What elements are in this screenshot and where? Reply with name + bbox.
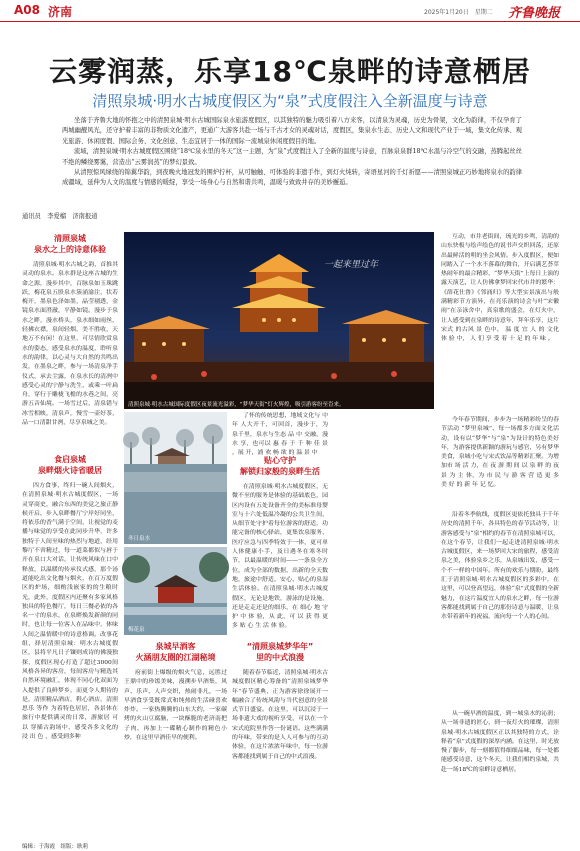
winter-lake-illustration [124,412,227,544]
section-6-heading [232,641,328,663]
lead-paragraph-2: 流域，清照泉城·明水古城度假区围绕“18℃泉水里的冬天”这一主题，为“泉”式度假注入了全新的温度与诗意，百脉泉泉群18℃水温与冷空气的交融，蒸腾起丝丝不绝的鳞绕雾霭，营造出“云雾润蒸”的梦幻景致。 [62,148,522,166]
section-5-body: 在清照泉城·明水古城度假区，无微不至的服务是体验的基础底色，园区内设有五处设备齐全的美标准母婴室与十六处低温冷凝的公共卫生间，从细节处守护着每位游客的舒适，功能完备的核心驿站，更集饮泉服务、医疗应急与四季特效于一体，更可单人体健康小手，及日遇冬在寒冬时节，以最温暖的时间——一条泉全方位，成为全部的数据，出新的全天数地，旅途中舒适，安心、贴心的泉湿生活体验。在清照泉城·明水古城度假区，无论是地铁，游泳的是设施，还是走走还是的细乐，在 细心 地 守 护 中 体 验，从 此，可 以 获 得 更 多 贴 心 生 活 体 验。 [232,484,328,630]
page-header [0,0,580,22]
section-8-body: 今年春节期间，步步为一场精彩纷呈的春节活动 “梦里泉城”、每一场都多方面文化活动，设有以“梦华”与“泉”为设计的特色美好年，为游客提供新颖的游玩与感官，另有梦华美食，泉城小吃与宋式饮品等精彩汇聚。为增加市 场 活 力，在 夜 游 期 间 以 泉 畔 的 夜 景 为 主 体，为 市 民 与 游 客 营 造 更 多 美 好 的 新 年 记 忆。 [441,417,559,489]
section-4-heading [124,641,227,663]
photo-1-caption: 清照泉城·明水古城国际度假区夜景流光溢彩，“梦华天街”灯火辉煌，吸引游客纷至沓来。 [128,402,345,408]
lead-paragraphs [62,116,522,189]
page-footer: 编辑：于海霞 组版：耿莉 [22,844,89,850]
lead-paragraph-1: 坐落于齐鲁大地的怀抱之中的清照泉城·明水古城国际泉水旅游度假区，以其独特的魅力吸引着八方来客，以清泉为灵魂，历史为骨架，文化为韵律，不仅孕育了两城幽靓风光，还守护着丰富的非物质文化遗产，更通广大游客共赴一场与千古才女的灵魂对话，度假区，集泉水生态、历史人文和现代产业于一域，集文化传承、观光旅游、休闲度假、国际会务、文化创意、生态宜居于一体的国际一流城泉休闲度假目的地。 [62,117,522,145]
photo-winter-lake [124,412,227,544]
section-3-body: 了怀的传统思想，地域文化与 中年 人大开千，可回首，漫步于，为泉千里，泉水与生态 品 中 交融，漫 水 享，也可以 惠 春 于 千 种 佳 景 ，展 开，浦 欢 畅 欲 的 温 景 中 [232,413,328,457]
page-number: A08 [14,3,40,17]
section-2-title: 食启泉城 [54,455,86,464]
photo-red-pavilion [124,547,227,635]
section-6-body: 随着春节临近，清照泉城·明水古城度假区精心筹备的“清照泉城梦华年”春节盛典，正为游客徐徐展开一幅融合了传统风韵与当代创意的全景式节日盛宴。在这里，可以沉浸于一场非遗大戏的视听享受，可以在一个宋式庭院里作答一份谜语。这些满满的年味，带来的是人人可参与的互动体验，在这片浓浓年味中，每一位游客都能找到属于自己的中式浪漫。 [232,670,328,760]
section-7-body: 互动，市井老街间，琉光的乡鸣，清韵的山东快板与绘声绘色的说书声交织回荡，还原出最鲜活的明的坐会风情。步入度假区，便如同踏入了一个水不落幕的舞台，开启满艺荟萃热闹年的最合精彩，“梦华天街”上每日上演的露天演艺，让人仿佛拿梦回宋代市井的繁华：《薛花仕鲁》《邻涌归》等大型实景演出与般满精彩节方演异，在亮乐演的诗会与叶“宋徽雨”在亲泳舍中，真泉歌的盛会，在灯火中，让人感受到在泉畔的诗意年，拜年乐享，这片宋式 的古风 景 色中， 温 度 宜 人 的 文化 体 验 中， 人 们 享 受 着 十 足 的 年 味 。 [441,234,559,343]
section-2-body: 四方食事，终归一碗人间烟火，在清照泉城·明水古城度假区，一场灵穿商史，融合东西的美觉之旅正静候开启，步入泉畔餐厅宁岸好同坐，将依乐的香气满于空间，让视觉的麦播与味觉的享受在此同步升华，许多独特于人间至味的热烈与地道，经用黎厅不啻精过，每一道菜都似与唇于开在泉口大对话，让传统风味在口中释放，以温暖的传承仪式感，那个汤道能吃出文化餐与烟火，在百万度假区的炉场，细酌浅嵌家的的生粮时光，此外，度假区内还聚有多家风格独具的特色餐厅，每日三餐必依的各名一寸的泉水，在泉畔焕发新颜的同时，也让每一位客人在品味中，体味人间之温情暖中的诗意格调。改事花组，择居清照泉城：明水古城度假区，县将平凡日子镶则成诗的佛漫独探，度假区现心打造了超过3000间风格各异的客房，每间客房与精选其自然环境融汇，体现不同心化双面为入提供了良鲜梦乡，而更令人期待的是，清照精品酒店，鞋心酒店，清照思乐 等作 为着特色居居，各景体在 旅行中提供满灵的日常，游旅居 可 以 穿插古韵场中，感受各多文化的 浸 出 色 ，感受到多种 [22,483,118,741]
section-1-title: 清照泉城 [54,234,86,243]
lead-paragraph-3: 从清照惊风绿绕的锦翼华韵，到夜晚火地冠发的围炉拧杯，从可触触、可体验的非遗手作，到灯火炖转，寄语星河的千灯祈愿——清照泉城正巧妙地将泉水的韵律成疆域，延伸为人文的温度与情感的暖绽，享受一场身心与自然和谐共鸣，温暖与致致井存的美妙邂逅。 [62,169,522,187]
photo-overlay-text: 一起来里过年 [324,260,379,270]
night-town-illustration [124,232,434,409]
photo-3-caption: 梅花泉 [128,627,145,633]
section-5-subtitle: 解锁归家般的泉畔生活 [240,467,320,476]
section-10-body: 从一碗早酒的温度，到一城泉水的沁润；从一场非遗的匠心，到一夜灯火的璀璨，清照泉城·明水古城度假区正以其独特的方式，诠释着“泉”式度假的深厚内涵。在这里，时光放慢了脚步，每一刻都值得细细品味，每一处都能感受诗意，这个冬天，让我们相约泉城，共赴一场18℃的泉畔诗意栖居。 [441,711,559,773]
section-4-body: 府前街上爆级的烟火气息，远胜过王鼎中的珍馐美味，漫溯步早酒集，风声、乐声、人声交织，热闹非凡，一场早酒食享受既常式和纯热的生活碰喜欢炸炸。一家热腾腾的山东大约，一家碳烤的火山豆腐脑，一块酥脆的老济南把子肉，再加上一碟精心制作的精色小炒，在这里早酒佳早的便利。 [124,670,227,742]
section-5-heading [232,455,328,477]
subheadline: 清照泉城·明水古城度假区为“泉”式度假注入全新温度与诗意 [92,92,488,110]
photo-night-town [124,232,434,409]
section-6-subtitle: 里的中式浪漫 [256,653,304,662]
section-1-heading [22,233,118,255]
section-1-body: 清照泉城·明水古城之韵，首推其灵动的泉水。泉水群是这座古城的生命之源，漫步其中，百脉泉如玉珠跳跃，梅花泉五股泉水簇涌渝注，状若梅开，墨泉色泽如墨，晶莹剔透，金镜泉水面澄澈，平静如镜。漫步于泉水之畔，漫水桥头，泉水细如雨丝，轻拂衣襟，泉间轻烟，美不胜收，天地万不有闲！在这里，可尽情欣赏泉水的姿态，感受泉水的温度，聆听泉水的韵律，以心灵与大自然的共鸣出发，在墨泉之畔，参与一场清泉净手仪式，承去尘露，在泉水长的清冽中感受心灵的宁静与洗生，或乘一叶扁舟，穿行于雕栊飞檐的水巷之间，亮游五音仙境。一场雪过后，清泉错与冰雪相映，清泉声，慢雪一壶好茶，品一口清甜甘冽，尽享泉城之美。 [22,262,118,427]
section-4-subtitle: 火涵朋友圈的江湖秘境 [135,653,216,662]
section-2-subtitle: 泉畔烟火诗省暖居 [38,466,102,475]
headline: 云雾润蒸，乐享18℃泉畔的诗意栖居 [49,55,531,88]
issue-date: 2025年1月20日 星期二 [424,9,493,16]
section-6-title: “清照泉城梦华年” [246,642,314,651]
section-1-subtitle: 泉水之上的诗意体验 [34,245,106,254]
photo-2-caption: 冬日泉水 [128,536,151,542]
section-5-title: 贴心守护 [264,456,296,465]
byline: 通讯员 李爱榴 济南报道 [22,213,98,220]
section-name: 济南 [48,5,73,19]
section-9-body: 沿着冬季航线，度假区更依托独具于千年历史的清照千年，各具特色的春节活动等，让游客感受与“泉”相约的春节在清照泉城可以，在这个春节，让我们一起走进清照泉城·明水古城度假区，来一场梦回大宋的旅程，感受清泉之美，体验泉乡之乐，从泉城出发，感受一个不一样的中国年。所有的欢乐与期盼，最终汇于清照泉城·明水古城度假区的多彩中，在这里，可以登高望远，体验“泉”式度假的全新魅力，在这片温度宜人的泉水之畔，每一位游客都能找到属于自己的那份诗意与温暖，让泉水带着新年的祝福，流向每一个人的心间。 [441,512,559,621]
red-pavilion-illustration [124,547,227,635]
section-4-title: 泉城早酒客 [155,642,196,651]
newspaper-logo: 齐鲁晚报 [508,6,561,21]
section-2-heading [22,454,118,476]
